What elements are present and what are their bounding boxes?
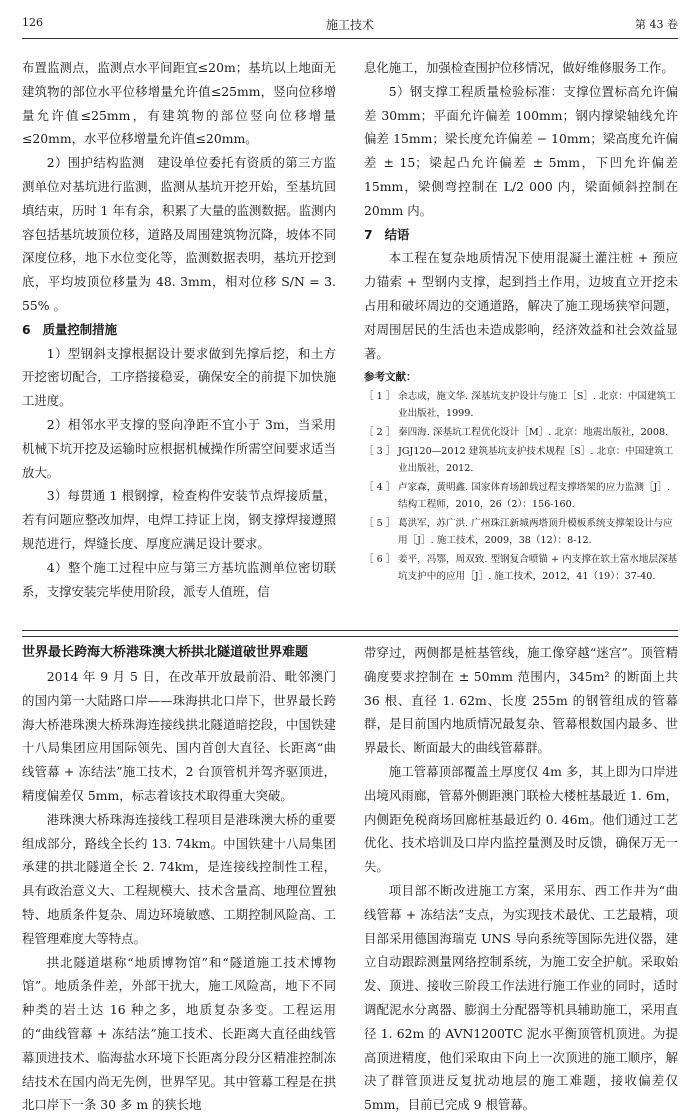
reference-text: 葛洪军，苏广洪. 广州珠江新城两塔顶升模板系统支撑架设计与应用［J］. 施工技术，2009，38（12）：8-12. xyxy=(398,518,673,547)
news-title: 世界最长跨海大桥港珠澳大桥拱北隧道破世界难题 xyxy=(22,645,309,660)
page-number: 126 xyxy=(22,16,43,29)
page-header xyxy=(22,14,678,38)
paragraph: 1）型钢斜支撑根据设计要求做到先撑后挖，和土方开挖密切配合，工序搭接稳妥，确保安全的前提下加快施工进度。 xyxy=(22,345,336,409)
references-heading: 参考文献： xyxy=(364,371,417,384)
article-left-column xyxy=(22,56,336,628)
section-number: 6 xyxy=(22,321,31,337)
article-right-column xyxy=(364,56,678,628)
section-divider xyxy=(22,630,678,637)
paragraph: 项目部不断改进施工方案，采用东、西工作井为“曲线管幕 + 冻结法”支点，为实现技术最优、工艺最精，项目部采用德国海瑞克 UNS 导向系统等国际先进仪器，建立自动跟踪测量网络控制系统，为施工安全护航。采取始发、顶进、接收三阶段工作法进行施工作业的同时，适时调配泥水分离器、膨润土分配器等机具辅助施工，采用直径 1. 62m 的 AVN1200TC 泥水平衡顶管机顶进。为提高顶进精度，他们采取由下向上一次顶进的施工顺序，解决了群管顶进反复扰动地层的施工难题，接收偏差仅 5mm，目前已完成 9 根管幕。 xyxy=(364,882,678,1113)
paragraph: 布置监测点，监测点水平间距宜≤20m；基坑以上地面无建筑物的部位水平位移增量允许值≤25mm，竖向位移增量允许值≤25mm，有建筑物的部位竖向位移增量≤20mm，水平位移增量允许值≤20mm。 xyxy=(22,60,336,147)
header-rule xyxy=(22,38,678,39)
reference-number: ［ 6 ］ xyxy=(364,554,396,566)
paragraph: 港珠澳大桥珠海连接线工程项目是港珠澳大桥的重要组成部分，路线全长约 13. 74km。中国铁建十八局集团承建的拱北隧道全长 2. 74km，是连接线控制性工程，具有政治意义大、工程规模大、技术含量高、地理位置独特、地质条件复杂、周边环境敏感、工期控制风险高、工程管理难度大等特点。 xyxy=(22,811,336,946)
journal-name: 施工技术 xyxy=(325,18,374,32)
paragraph: 拱北隧道堪称“地质博物馆”和“隧道施工技术博物馆”。地质条件差，外部干扰大，施工风险高，地下不同种类的岩土达 16 种之多，地质复杂多变。工程运用的“曲线管幕 + 冻结法”施工技术、长距离大直径曲线管幕顶进技术、临海盐水环境下长距离分段分区精准控制冻结技术在国内尚无先例，世界罕见。其中管幕工程是在拱北口岸下一条 30 多 m 的狭长地 xyxy=(22,954,336,1113)
paragraph: 施工管幕顶部覆盖土厚度仅 4m 多，其上即为口岸进出境风雨廊，管幕外侧距澳门联检大楼桩基最近 1. 6m，内侧距免税商场回廊桩基最近约 0. 46m。他们通过工艺优化、技术培训及口岸内监控量测及时反馈，确保万无一失。 xyxy=(364,763,678,875)
reference-item xyxy=(364,388,678,422)
reference-item xyxy=(364,479,678,513)
paragraph: 2）围护结构监测 建设单位委托有资质的第三方监测单位对基坑进行监测，监测从基坑开挖开始，至基坑回填结束，历时 1 年有余，积累了大量的监测数据。监测内容包括基坑坡顶位移，道路及周围建筑物沉降，坡体不同深度位移，地下水位变化等，监测数据表明，基坑开挖到底，平均坡顶位移量为 48. 3mm，相对位移 S/N = 3. 55% 。 xyxy=(22,155,336,313)
reference-item xyxy=(364,443,678,477)
reference-text: 秦四海. 深基坑工程优化设计［M］. 北京：地震出版社，2008. xyxy=(398,427,669,439)
reference-text: 卢家森，黄明鑫. 国家体育场卸载过程支撑塔架的应力监测［J］. 结构工程师，2010，26（2）：156-160. xyxy=(398,482,671,511)
paragraph: 4）整个施工过程中应与第三方基坑监测单位密切联系，支撑安装完毕使用阶段，派专人值班，信 xyxy=(22,559,336,599)
paragraph: 2014 年 9 月 5 日，在改革开放最前沿、毗邻澳门的国内第一大陆路口岸——珠海拱北口岸下，世界最长跨海大桥港珠澳大桥珠海连接线拱北隧道暗挖段，中国铁建十八局集团应用国际领先、国内首创大直径、长距离“曲线管幕 + 冻结法”施工技术，2 台顶管机并驾齐驱顶进，精度偏差仅 5mm，标志着该技术取得重大突破。 xyxy=(22,669,336,803)
reference-text: 姜平，冯鄂，周双致. 型钢复合喷锚 + 内支撑在软土富水地层深基坑支护中的应用［J］. 施工技术，2012，41（19）：37-40. xyxy=(398,554,678,583)
paragraph: 2）相邻水平支撑的竖向净距不宜小于 3m，当采用机械下坑开挖及运输时应根据机械操作所需空间要求适当放大。 xyxy=(22,416,336,480)
reference-number: ［ 5 ］ xyxy=(364,518,396,530)
reference-list xyxy=(364,388,678,585)
reference-number: ［ 1 ］ xyxy=(364,391,396,403)
section-number: 7 xyxy=(364,226,373,242)
reference-text: 余志成，施文华. 深基坑支护设计与施工［S］. 北京：中国建筑工业出版社，1999. xyxy=(398,391,676,420)
section-heading-6 xyxy=(22,318,336,342)
news-left-column xyxy=(22,641,336,1113)
reference-item xyxy=(364,424,678,441)
paragraph: 带穿过，两侧都是桩基管线，施工像穿越“迷宫”。顶管精确度要求控制在 ± 50mm 范围内，345m² 的断面上共 36 根、直径 1. 62m、长度 255m 的钢管组成的管幕群，是目前国内地质情况最复杂、管幕根数国内最多、世界最长、断面最大的曲线管幕群。 xyxy=(364,645,678,756)
volume-label: 第 43 卷 xyxy=(635,18,678,31)
section-title: 质量控制措施 xyxy=(42,321,117,337)
paragraph: 3）每贯通 1 根钢撑，检查构件安装节点焊接质量，若有问题应整改加焊，电焊工持证上岗，钢支撑焊接遵照规范进行，焊缝长度、厚度应满足设计要求。 xyxy=(22,488,336,551)
reference-number: ［ 3 ］ xyxy=(364,446,396,458)
section-title: 结语 xyxy=(384,226,410,242)
section-heading-7 xyxy=(364,223,678,247)
paragraph: 本工程在复杂地质情况下使用混凝土灌注桩 + 预应力锚索 + 型钢内支撑，起到挡土作用，边坡直立开挖未占用和破坏周边的交通道路，解决了施工现场狭窄问题，对周围居民的生活也未造成影响，经济效益和社会效益显著。 xyxy=(364,250,678,361)
news-right-column xyxy=(364,641,678,1113)
reference-item xyxy=(364,551,678,585)
paragraph: 息化施工，加强检查围护位移情况，做好维修服务工作。 xyxy=(364,60,674,75)
paragraph: 5）钢支撑工程质量检验标准：支撑位置标高允许偏差 30mm；平面允许偏差 100mm；钢内撑梁轴线允许偏差 15mm；梁长度允许偏差 − 10mm；梁高度允许偏差 ± 15；梁起凸允许偏差 ± 5mm，下凹允许偏差 15mm，梁侧弯控制在 L/2 000 内，梁面倾斜控制在 20mm 内。 xyxy=(364,83,678,218)
reference-number: ［ 4 ］ xyxy=(364,482,396,494)
reference-item xyxy=(364,515,678,549)
reference-number: ［ 2 ］ xyxy=(364,427,396,439)
reference-text: JGJ120—2012 建筑基坑支护技术规程［S］. 北京：中国建筑工业出版社，2012. xyxy=(398,446,674,475)
